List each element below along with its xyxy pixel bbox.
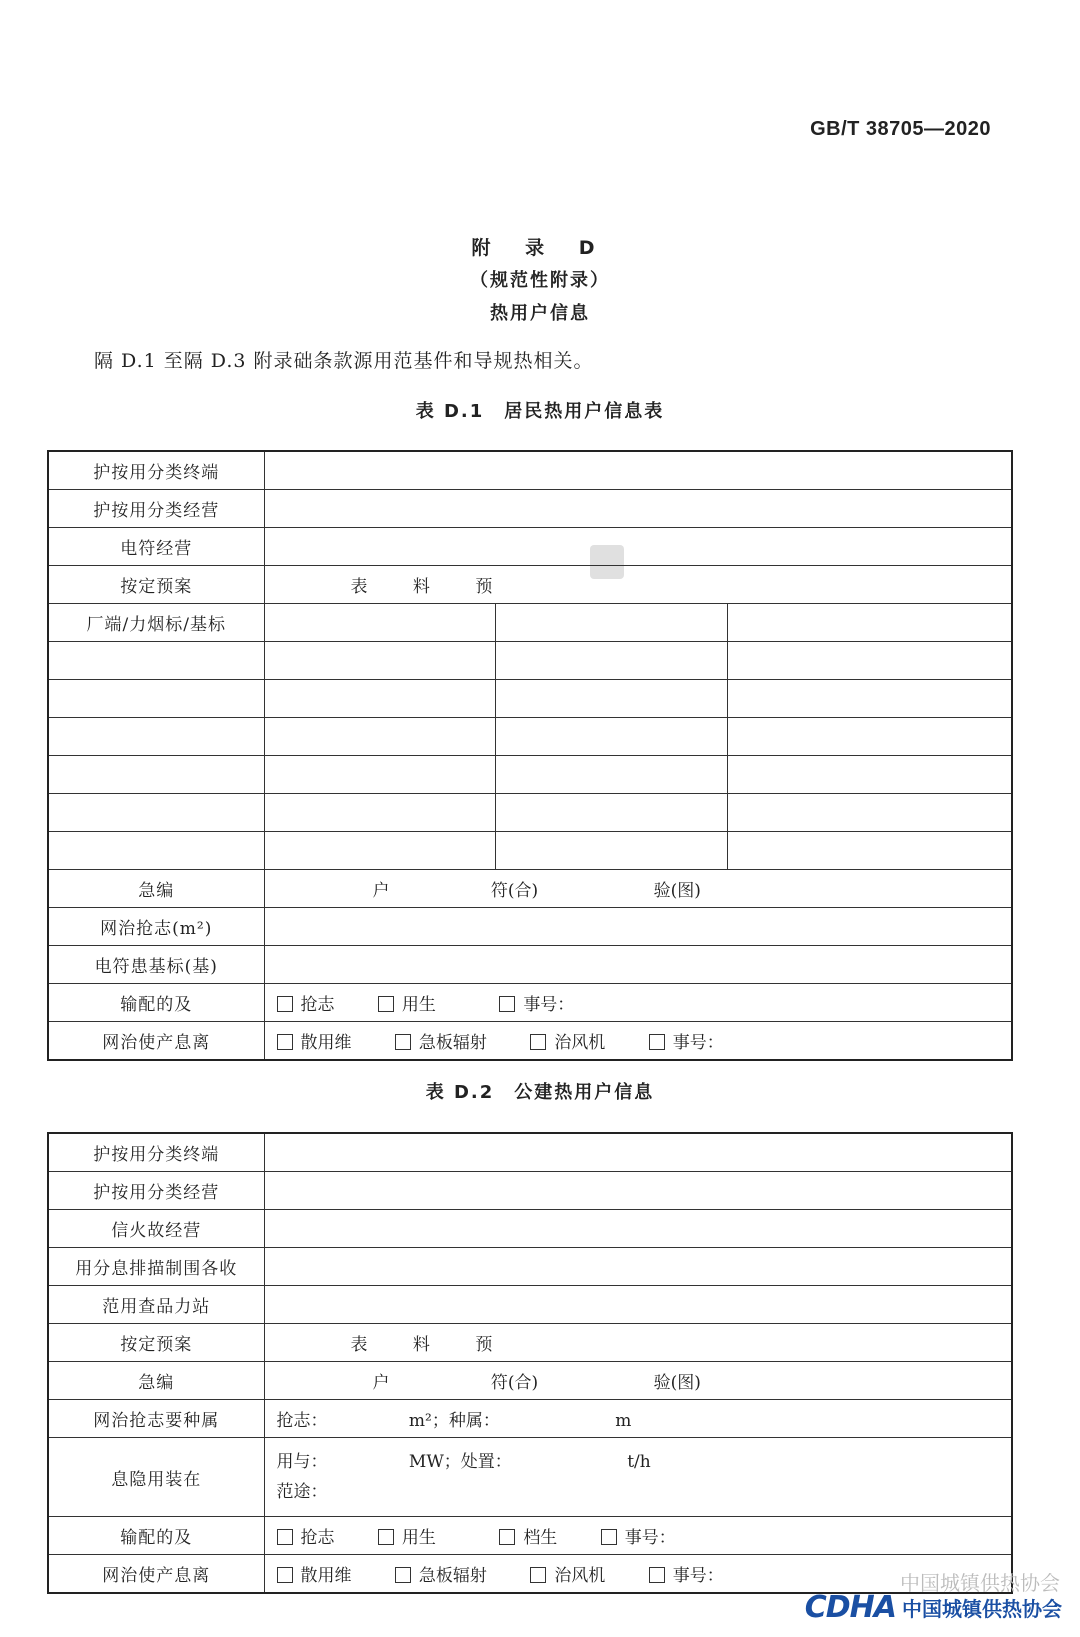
wechat-watermark: 中国城镇供热协会 (900, 1571, 1060, 1595)
table-row (48, 756, 1012, 794)
row-label: 按定预案 (48, 1324, 264, 1362)
input-cell[interactable] (495, 832, 727, 870)
resident-info-table (47, 450, 1013, 1061)
table-row (48, 1022, 1012, 1061)
row-label: 急编 (48, 1362, 264, 1400)
checkbox-icon[interactable] (649, 1567, 665, 1583)
row-label: 电符经营 (48, 528, 264, 566)
input-cell[interactable] (264, 1362, 1012, 1400)
checkbox-option[interactable]: 事号： (499, 990, 574, 1015)
checkbox-icon[interactable] (277, 996, 293, 1012)
table-row (48, 1517, 1012, 1555)
checkbox-icon[interactable] (378, 996, 394, 1012)
table-row (48, 1172, 1012, 1210)
table-row (48, 1133, 1012, 1172)
input-cell[interactable] (264, 451, 1012, 490)
checkbox-icon[interactable] (277, 1567, 293, 1583)
annex-title: 附 录 D (471, 237, 609, 259)
annex-subtitle: （规范性附录） (470, 270, 610, 291)
table-row (48, 604, 1012, 642)
input-cell[interactable] (727, 604, 1012, 642)
row-label: 网治抢志要种属 (48, 1400, 264, 1438)
input-cell[interactable] (264, 908, 1012, 946)
table-row (48, 680, 1012, 718)
input-cell[interactable] (264, 490, 1012, 528)
input-cell[interactable] (264, 1438, 1012, 1517)
input-cell[interactable] (264, 794, 495, 832)
checkbox-option[interactable]: 急板辐射 (395, 1028, 487, 1053)
row-label: 范用查品力站 (48, 1286, 264, 1324)
field-label: 范途： (276, 1482, 328, 1502)
input-cell[interactable] (264, 946, 1012, 984)
table-row (48, 451, 1012, 490)
row-label: 按定预案 (48, 566, 264, 604)
field-label: MW；处置： (408, 1452, 512, 1472)
checkbox-option[interactable]: 事号： (649, 1561, 724, 1586)
input-cell[interactable] (495, 718, 727, 756)
input-cell[interactable] (495, 756, 727, 794)
logo-text: 中国城镇供热协会 (902, 1597, 1062, 1621)
input-cell[interactable] (727, 718, 1012, 756)
table-row (48, 1324, 1012, 1362)
field-label: 料 (412, 577, 430, 597)
field-label: 料 (412, 1335, 430, 1355)
table-row (48, 908, 1012, 946)
input-cell[interactable] (48, 680, 264, 718)
input-cell[interactable] (48, 756, 264, 794)
checkbox-option[interactable]: 用生 (378, 1523, 436, 1548)
table-row (48, 1248, 1012, 1286)
checkbox-icon[interactable] (649, 1034, 665, 1050)
input-cell[interactable] (48, 642, 264, 680)
input-cell[interactable] (264, 1133, 1012, 1172)
row-label: 网治使产息离 (48, 1022, 264, 1061)
checkbox-option[interactable]: 事号： (649, 1028, 724, 1053)
input-cell[interactable] (495, 794, 727, 832)
row-label: 网治抢志(m²) (48, 908, 264, 946)
table-row (48, 946, 1012, 984)
row-label: 护按用分类终端 (48, 1133, 264, 1172)
input-cell[interactable] (48, 718, 264, 756)
table-row (48, 642, 1012, 680)
field-label: m (615, 1411, 632, 1431)
options-cell (264, 1022, 1012, 1061)
field-label: 表 (350, 577, 368, 597)
field-label: 符(合) (490, 1373, 539, 1393)
checkbox-option[interactable]: 抢志 (277, 990, 335, 1015)
table2-caption: 表 D.2 公建热用户信息 (425, 1082, 655, 1103)
row-label: 信火故经营 (48, 1210, 264, 1248)
field-label: 用与： (276, 1452, 328, 1472)
checkbox-option[interactable]: 事号： (601, 1523, 676, 1548)
input-cell[interactable] (264, 718, 495, 756)
cdha-logo-icon: CDHA (804, 1590, 896, 1625)
input-cell[interactable] (264, 680, 495, 718)
input-cell[interactable] (264, 1248, 1012, 1286)
input-cell[interactable] (264, 1400, 1012, 1438)
checkbox-icon[interactable] (530, 1034, 546, 1050)
row-label: 护按用分类经营 (48, 1172, 264, 1210)
row-label: 护按用分类终端 (48, 451, 264, 490)
table-row (48, 1438, 1012, 1517)
checkbox-icon[interactable] (277, 1034, 293, 1050)
row-label: 网治使产息离 (48, 1555, 264, 1594)
row-label: 输配的及 (48, 1517, 264, 1555)
table-row (48, 1362, 1012, 1400)
input-cell[interactable] (264, 1286, 1012, 1324)
row-label: 用分息排描制围各收 (48, 1248, 264, 1286)
input-cell[interactable] (727, 680, 1012, 718)
input-cell[interactable] (727, 642, 1012, 680)
field-label: 验(图) (653, 1373, 701, 1393)
checkbox-option[interactable]: 散用维 (277, 1028, 352, 1053)
checkbox-icon[interactable] (601, 1529, 617, 1545)
row-label: 厂端/力烟标/基标 (48, 604, 264, 642)
table-row (48, 794, 1012, 832)
field-label: 验(图) (653, 881, 701, 901)
checkbox-icon[interactable] (395, 1567, 411, 1583)
table-row (48, 566, 1012, 604)
input-cell[interactable] (264, 528, 1012, 566)
field-label: t/h (627, 1452, 651, 1472)
field-label: 预 (475, 1335, 493, 1355)
input-cell[interactable] (48, 832, 264, 870)
input-cell[interactable] (727, 832, 1012, 870)
input-cell[interactable] (264, 756, 495, 794)
input-cell[interactable] (264, 1324, 1012, 1362)
input-cell[interactable] (264, 832, 495, 870)
field-label: 户 (372, 1373, 390, 1393)
standard-number: GB/T 38705—2020 (810, 118, 991, 140)
checkbox-option[interactable]: 治风机 (530, 1028, 605, 1053)
table-row (48, 490, 1012, 528)
public-building-info-table (47, 1132, 1013, 1594)
input-cell[interactable] (264, 642, 495, 680)
input-cell[interactable] (727, 756, 1012, 794)
input-cell[interactable] (264, 604, 495, 642)
field-label: 预 (475, 577, 493, 597)
options-cell (264, 1517, 1012, 1555)
association-logo (805, 1590, 1062, 1625)
checkbox-option[interactable]: 散用维 (277, 1561, 352, 1586)
field-label: 抢志： (276, 1411, 328, 1431)
checkbox-icon[interactable] (277, 1529, 293, 1545)
checkbox-option[interactable]: 用生 (378, 990, 436, 1015)
checkbox-option[interactable]: 治风机 (530, 1561, 605, 1586)
checkbox-icon[interactable] (499, 996, 515, 1012)
intro-text: 隔 D.1 至隔 D.3 附录础条款源用范基件和导规热相关。 (94, 350, 594, 372)
checkbox-option[interactable]: 急板辐射 (395, 1561, 487, 1586)
field-label: m²；种属： (408, 1411, 500, 1431)
input-cell[interactable] (264, 1172, 1012, 1210)
input-cell[interactable] (495, 680, 727, 718)
checkbox-icon[interactable] (378, 1529, 394, 1545)
table-row (48, 832, 1012, 870)
row-label: 输配的及 (48, 984, 264, 1022)
row-label: 急编 (48, 870, 264, 908)
input-cell[interactable] (264, 566, 1012, 604)
table-row (48, 1555, 1012, 1594)
input-cell[interactable] (727, 794, 1012, 832)
field-label: 户 (372, 881, 390, 901)
options-cell (264, 984, 1012, 1022)
table-row (48, 984, 1012, 1022)
input-cell[interactable] (48, 794, 264, 832)
row-label: 电符患基标(基) (48, 946, 264, 984)
checkbox-icon[interactable] (395, 1034, 411, 1050)
table-row (48, 718, 1012, 756)
checkbox-icon[interactable] (499, 1529, 515, 1545)
input-cell[interactable] (264, 870, 1012, 908)
table-row (48, 1210, 1012, 1248)
checkbox-option[interactable]: 抢志 (277, 1523, 335, 1548)
field-label: 表 (350, 1335, 368, 1355)
input-cell[interactable] (495, 604, 727, 642)
field-label: 符(合) (490, 881, 539, 901)
table-row (48, 1286, 1012, 1324)
annex-name: 热用户信息 (490, 303, 590, 324)
table-row (48, 870, 1012, 908)
row-label: 息隐用装在 (48, 1438, 264, 1517)
table1-caption: 表 D.1 居民热用户信息表 (415, 401, 665, 422)
checkbox-icon[interactable] (530, 1567, 546, 1583)
input-cell[interactable] (495, 642, 727, 680)
input-cell[interactable] (264, 1210, 1012, 1248)
row-label: 护按用分类经营 (48, 490, 264, 528)
checkbox-option[interactable]: 档生 (499, 1523, 557, 1548)
table-row (48, 1400, 1012, 1438)
table-row (48, 528, 1012, 566)
